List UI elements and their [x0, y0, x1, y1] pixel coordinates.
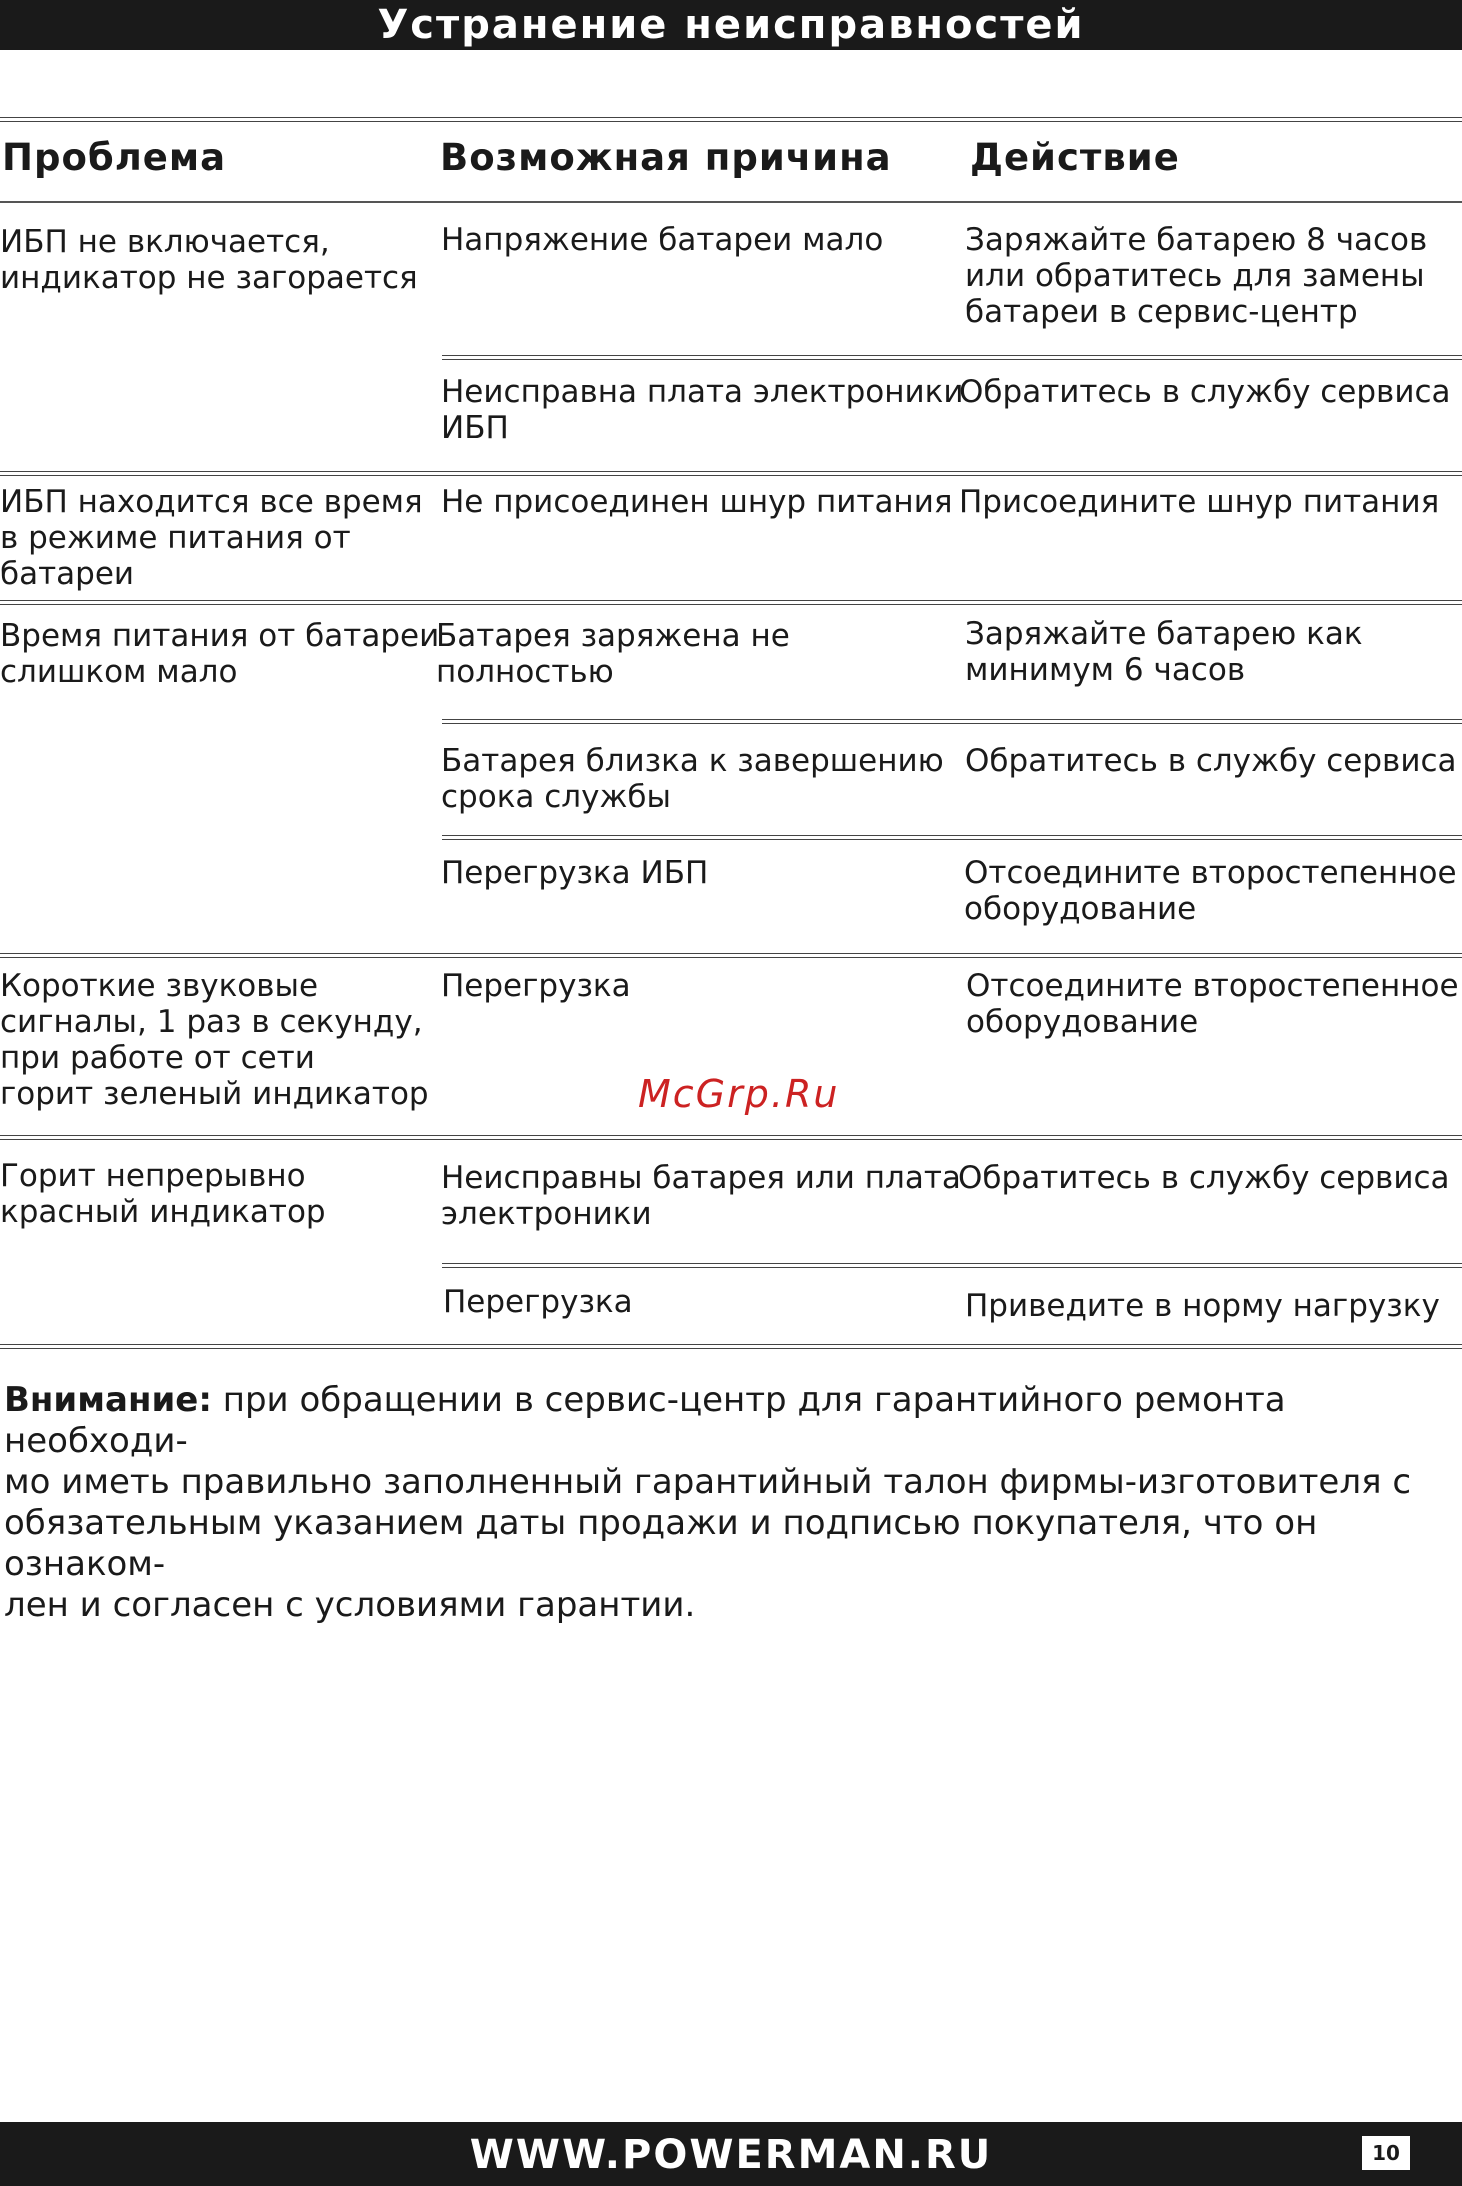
problem-cell — [0, 968, 429, 1112]
text-line: Заряжайте батарею 8 часов — [965, 222, 1428, 258]
action-cell — [965, 1288, 1440, 1324]
text-line: срока службы — [441, 779, 671, 815]
group-divider — [0, 953, 1462, 958]
action-cell — [959, 374, 1451, 410]
group-divider — [0, 600, 1462, 605]
problem-cell — [0, 224, 418, 296]
note-line — [4, 1380, 1456, 1462]
cause-cell — [443, 1284, 633, 1320]
action-cell — [965, 222, 1427, 330]
text-line: оборудование — [964, 891, 1197, 927]
text-line: горит зеленый индикатор — [0, 1076, 429, 1112]
warranty-note — [4, 1380, 1456, 1626]
text-line: электроники — [441, 1196, 652, 1232]
text-line: Обратитесь в службу сервиса — [965, 743, 1457, 779]
note-line: лен и согласен с условиями гарантии. — [4, 1585, 696, 1625]
problem-cell — [0, 1158, 326, 1230]
cause-cell — [441, 855, 708, 891]
text-line: Батарея близка к завершению — [441, 743, 944, 779]
group-divider — [0, 1135, 1462, 1140]
cause-cell — [436, 618, 790, 690]
action-cell — [959, 484, 1439, 520]
text-line: Приведите в норму нагрузку — [965, 1288, 1440, 1324]
group-divider — [0, 471, 1462, 476]
text-line: Неисправна плата электроники — [441, 374, 964, 410]
table-bottom-rule — [0, 1344, 1462, 1349]
text-line: ИБП — [441, 410, 509, 446]
page-number: 10 — [1362, 2136, 1410, 2170]
text-line: Присоедините шнур питания — [959, 484, 1440, 520]
footer-url: WWW.POWERMAN.RU — [469, 2132, 993, 2178]
text-line: индикатор не загорается — [0, 260, 418, 296]
cause-cell — [441, 484, 953, 520]
text-line: батареи — [0, 556, 135, 592]
row-divider — [442, 1263, 1462, 1268]
cause-cell — [441, 968, 631, 1004]
note-label: Внимание: — [4, 1380, 212, 1420]
text-line: при работе от сети — [0, 1040, 315, 1076]
text-line: ИБП не включается, — [0, 224, 330, 260]
note-line: мо иметь правильно заполненный гарантийный талон фирмы-изготовителя с — [4, 1462, 1412, 1502]
note-text: при обращении в сервис-центр для гарантийного ремонта необходи- — [4, 1380, 1286, 1461]
problem-cell — [0, 618, 439, 690]
text-line: Перегрузка — [443, 1284, 633, 1320]
text-line: Обратитесь в службу сервиса — [958, 1160, 1450, 1196]
header-cause: Возможная причина — [440, 136, 892, 179]
problem-cell — [0, 484, 423, 592]
page-title: Устранение неисправностей — [377, 2, 1085, 48]
action-cell — [966, 968, 1459, 1040]
text-line: батареи в сервис-центр — [965, 294, 1358, 330]
cause-cell — [441, 743, 944, 815]
text-line: сигналы, 1 раз в секунду, — [0, 1004, 423, 1040]
text-line: оборудование — [966, 1004, 1199, 1040]
footer-bar — [0, 2122, 1462, 2186]
row-divider — [442, 719, 1462, 724]
header-problem: Проблема — [2, 136, 227, 179]
text-line: слишком мало — [0, 654, 238, 690]
table-top-rule — [0, 117, 1462, 122]
cause-cell — [441, 222, 883, 258]
text-line: Заряжайте батарею как — [965, 616, 1363, 652]
text-line: Отсоедините второстепенное — [964, 855, 1457, 891]
text-line: Короткие звуковые — [0, 968, 319, 1004]
text-line: минимум 6 часов — [965, 652, 1246, 688]
text-line: ИБП находится все время — [0, 484, 423, 520]
cause-cell — [441, 374, 964, 446]
action-cell — [965, 616, 1363, 688]
watermark: McGrp.Ru — [638, 1072, 840, 1116]
action-cell — [964, 855, 1457, 927]
text-line: Батарея заряжена не — [436, 618, 790, 654]
text-line: красный индикатор — [0, 1194, 326, 1230]
text-line: Перегрузка — [441, 968, 631, 1004]
action-cell — [965, 743, 1457, 779]
text-line: в режиме питания от — [0, 520, 351, 556]
header-action: Действие — [970, 136, 1180, 179]
action-cell — [958, 1160, 1450, 1196]
text-line: Обратитесь в службу сервиса — [959, 374, 1451, 410]
row-divider — [442, 835, 1462, 840]
text-line: полностью — [436, 654, 614, 690]
text-line: Не присоединен шнур питания — [441, 484, 953, 520]
cause-cell — [441, 1160, 961, 1232]
text-line: Напряжение батареи мало — [441, 222, 884, 258]
title-bar — [0, 0, 1462, 50]
text-line: Горит непрерывно — [0, 1158, 306, 1194]
text-line: Неисправны батарея или плата — [441, 1160, 961, 1196]
text-line: или обратитесь для замены — [965, 258, 1425, 294]
text-line: Отсоедините второстепенное — [966, 968, 1459, 1004]
note-line: обязательным указанием даты продажи и подписью покупателя, что он ознаком- — [4, 1503, 1318, 1584]
text-line: Перегрузка ИБП — [441, 855, 709, 891]
row-divider — [442, 355, 1462, 360]
text-line: Время питания от батареи — [0, 618, 440, 654]
header-rule — [0, 201, 1462, 203]
